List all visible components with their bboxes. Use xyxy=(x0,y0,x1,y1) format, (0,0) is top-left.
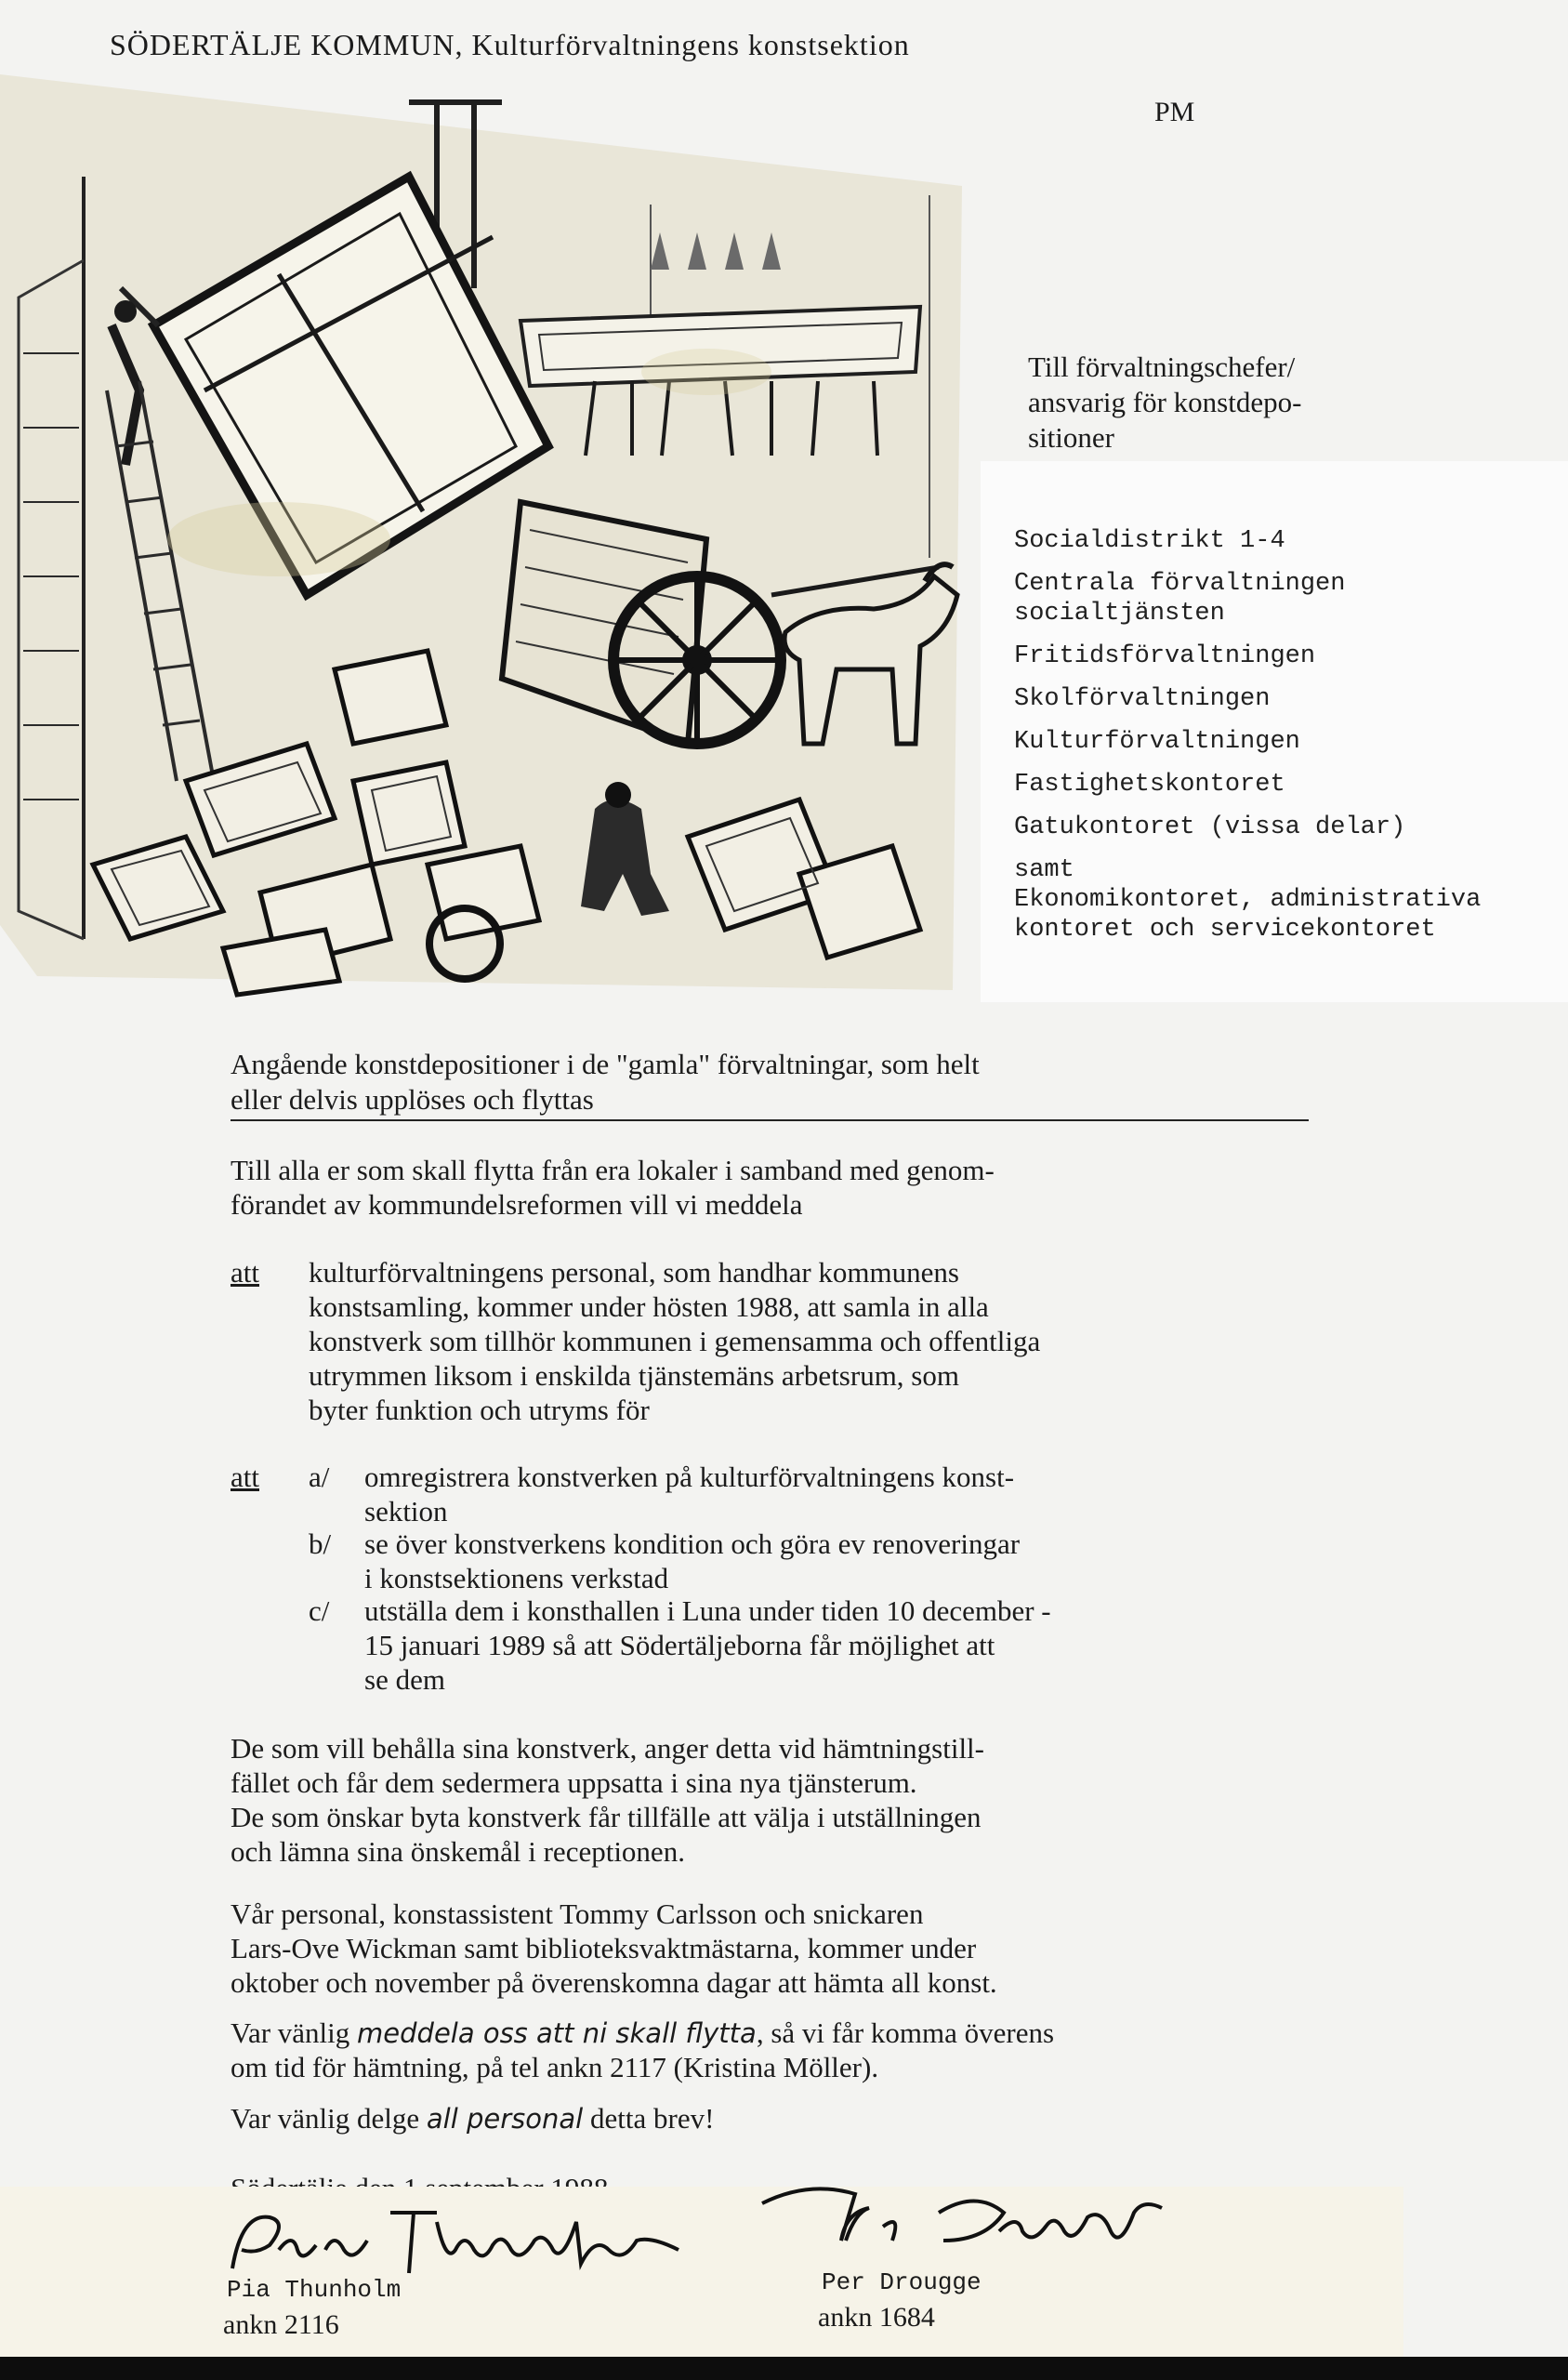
engraving-illustration xyxy=(0,74,976,1004)
share-paragraph: Var vänlig delge all personal detta brev! xyxy=(231,2102,715,2135)
clause-b-text: se över konstverkens kondition och göra ev renoveringar i konstsektionens verkstad xyxy=(364,1527,1021,1594)
department-item: Centrala förvaltningen socialtjänsten xyxy=(1014,570,1346,628)
signatory-name-2: Per Drougge xyxy=(822,2268,982,2296)
att-marker-1: att xyxy=(231,1256,259,1289)
notify-paragraph-line2: om tid för hämtning, på tel ankn 2117 (Kristina Möller). xyxy=(231,2051,879,2083)
signatory-name-1: Pia Thunholm xyxy=(227,2276,402,2304)
keep-artwork-paragraph: De som vill behålla sina konstverk, anger detta vid hämtningstill- fället och får dem sedermera uppsatta i sina nya tjänsterum. De som önskar byta konstverk får tillfälle att välja i utställningen och lämna sina önskemål i receptionen. xyxy=(231,1732,984,1868)
letterhead: SÖDERTÄLJE KOMMUN, Kulturförvaltningens konstsektion xyxy=(110,28,910,61)
department-item: samt Ekonomikontoret, administrativa kontoret och servicekontoret xyxy=(1014,856,1482,944)
department-item: Kulturförvaltningen xyxy=(1014,728,1300,756)
recipient-line-1: Till förvaltningschefer/ xyxy=(1028,350,1296,383)
signature-strip xyxy=(0,2187,1403,2357)
notify-paragraph: Var vänlig meddela oss att ni skall flytta, så vi får komma överens xyxy=(231,2016,1055,2049)
department-item: Socialdistrikt 1-4 xyxy=(1014,527,1285,555)
signatory-extension-1: ankn 2116 xyxy=(223,2309,339,2340)
recipient-line-2: ansvarig för konstdepo- xyxy=(1028,386,1302,418)
clause-c-text: utställa dem i konsthallen i Luna under tiden 10 december - 15 januari 1989 så att Södertäljeborna får möjlighet att se dem xyxy=(364,1594,1051,1696)
department-item: Skolförvaltningen xyxy=(1014,685,1271,713)
clause-b-marker: b/ xyxy=(309,1527,332,1560)
clause-c-marker: c/ xyxy=(309,1594,330,1627)
staff-paragraph: Vår personal, konstassistent Tommy Carlsson och snickaren Lars-Ove Wickman samt biblioteksvaktmästarna, kommer under oktober och november på överenskomna dagar att hämta all konst. xyxy=(231,1897,997,1999)
clause-a-text: omregistrera konstverken på kulturförvaltningens konst- sektion xyxy=(364,1461,1015,1527)
doc-type-label: PM xyxy=(1154,97,1195,127)
subject-heading: Angående konstdepositioner i de "gamla" förvaltningar, som helt eller delvis upplöses och flyttas xyxy=(231,1047,1309,1121)
clause-collect: kulturförvaltningens personal, som handhar kommunens konstsamling, kommer under hösten 1988, att samla in alla konstverk som tillhör kommunen i gemensamma och offentliga utrymmen liksom i enskilda tjänstemäns arbetsrum, som byter funktion och utryms för xyxy=(309,1256,1041,1426)
department-item: Gatukontoret (vissa delar) xyxy=(1014,813,1406,841)
scan-edge xyxy=(0,2357,1568,2380)
intro-paragraph: Till alla er som skall flytta från era lokaler i samband med genom- förandet av kommundelsreformen vill vi meddela xyxy=(231,1154,995,1221)
signatory-extension-2: ankn 1684 xyxy=(818,2302,935,2333)
clause-a-marker: a/ xyxy=(309,1461,330,1493)
department-item: Fastighetskontoret xyxy=(1014,771,1285,799)
department-item: Fritidsförvaltningen xyxy=(1014,642,1316,670)
signature-drougge xyxy=(753,2175,1180,2278)
recipient-line-3: sitioner xyxy=(1028,421,1114,454)
departments-list xyxy=(1014,526,1481,958)
signature-thunholm xyxy=(214,2194,697,2287)
att-marker-2: att xyxy=(231,1461,259,1493)
